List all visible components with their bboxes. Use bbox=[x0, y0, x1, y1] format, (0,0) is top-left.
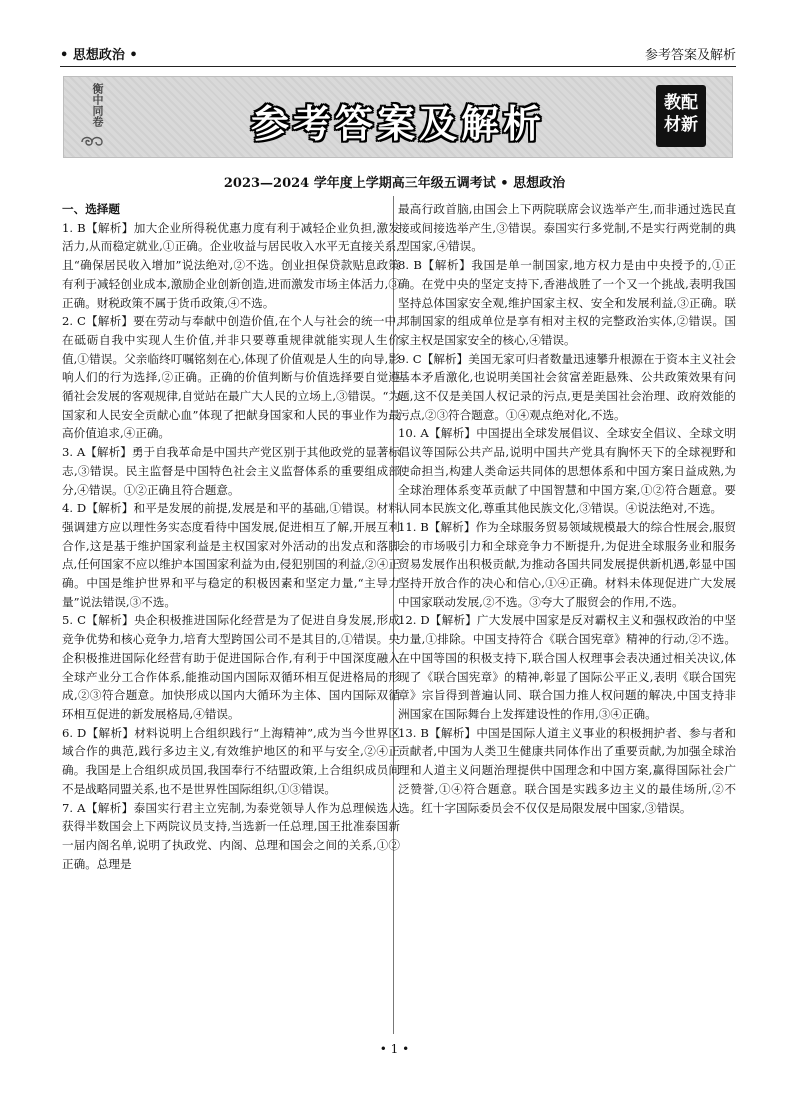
seal-text: 衡中同卷 bbox=[91, 83, 104, 127]
answer-item-continued: 最高行政首脑,由国会上下两院联席会议选举产生,而非通过选民直接或间接选举产生,③错误。泰国实行多党制,不是实行两党制的典型国家,④错误。 bbox=[398, 202, 736, 254]
new-textbook-badge bbox=[656, 85, 706, 147]
answer-item: 8. B【解析】我国是单一制国家,地方权力是由中央授予的,①正确。在党中央的坚定支持下,香港战胜了一个又一个挑战,表明我国坚持总体国家安全观,维护国家主权、安全和发展利益,③正确。联邦制国家的组成单位是享有相对主权的完整政治实体,②错误。国家主权是国家安全的核心,④错误。 bbox=[398, 258, 736, 347]
title-banner bbox=[63, 76, 733, 158]
answer-item: 6. D【解析】材料说明上合组织践行“上海精神”,成为当今世界区域合作的典范,践行多边主义,有效维护地区的和平与安全,②④正确。我国是上合组织成员国,我国奉行不结盟政策,上合组织成员间不是战略同盟关系,也不是世界性国际组织,①③错误。 bbox=[62, 725, 400, 796]
page-number: • 1 • bbox=[379, 1042, 410, 1056]
answer-item: 2. C【解析】要在劳动与奉献中创造价值,在个人与社会的统一中,在砥砺自我中实现人生价值,并非只要尊重规律就能实现人生价值,①错误。父亲临终叮嘱铭刻在心,体现了价值观是人生的向导,影响人们的行为选择,②正确。正确的价值判断与价值选择要自觉遵循社会发展的客观规律,自觉站在最广大人民的立场上,③错误。“为国家和人民安全贡献心血”体现了把献身国家和人民的事业作为最高价值追求,④正确。 bbox=[62, 314, 400, 441]
banner-title: 参考答案及解析 bbox=[250, 102, 545, 146]
badge-line-1: 教配 bbox=[664, 93, 698, 113]
answer-item: 13. B【解析】中国是国际人道主义事业的积极拥护者、参与者和贡献者,中国为人类卫生健康共同体作出了重要贡献,为加强全球治理和人道主义问题治理提供中国理念和中国方案,赢得国际社会广泛赞誉,①④符合题意。联合国是实践多边主义的最佳场所,②不选。红十字国际委员会不仅仅是局限发展中国家,③错误。 bbox=[398, 725, 736, 815]
answer-item: 9. C【解析】美国无家可归者数量迅速攀升根源在于资本主义社会基本矛盾激化,也说明美国社会贫富差距悬殊、公共政策效果有问题,这不仅是美国人权记录的污点,更是美国社会治理、政府效能的污点,②③符合题意。①④观点绝对化,不选。 bbox=[398, 351, 736, 422]
section-label: 参考答案及解析 bbox=[644, 48, 736, 63]
answer-item: 7. A【解析】泰国实行君主立宪制,为泰党领导人作为总理候选人获得半数国会上下两院议员支持,当选新一任总理,国王批准泰国新一届内阁名单,说明了执政党、内阁、总理和国会之间的关系,①②正确。总理是 bbox=[62, 800, 400, 871]
header-rule bbox=[60, 66, 736, 67]
section-heading: 一、选择题 bbox=[62, 202, 120, 216]
answer-item: 11. B【解析】作为全球服务贸易领域规模最大的综合性展会,服贸会的市场吸引力和全球竞争力不断提升,为促进全球服务业和服务贸易发展作出积极贡献,为推动各国共同发展提供新机遇,彰显中国坚持开放合作的决心和信心,①④正确。材料未体现促进广大发展中国家联动发展,②不选。③夸大了服贸会的作用,不选。 bbox=[398, 519, 736, 609]
badge-line-2: 材新 bbox=[664, 115, 698, 135]
subject-label: • 思想政治 • bbox=[60, 48, 138, 63]
answer-item: 1. B【解析】加大企业所得税优惠力度有利于减轻企业负担,激发活力,从而稳定就业,①正确。企业收益与居民收入水平无直接关系,且“确保居民收入增加”说法绝对,②不选。创业担保贷款贴息政策有利于减轻创业成本,激励企业创新创造,进而激发市场主体活力,③正确。财税政策不属于货币政策,④不选。 bbox=[62, 220, 400, 310]
answer-item: 4. D【解析】和平是发展的前提,发展是和平的基础,①错误。材料强调建方应以理性务实态度看待中国发展,促进相互了解,开展互利合作,这是基于维护国家利益是主权国家对外活动的出发点和落脚点,任何国家不应以维护本国国家利益为由,侵犯别国的利益,②④正确。中国是维护世界和平与稳定的积极因素和坚定力量,“主导力量”说法错误,③不选。 bbox=[62, 501, 400, 609]
left-column bbox=[62, 200, 400, 873]
answer-item: 5. C【解析】央企积极推进国际化经营是为了促进自身发展,形成竞争优势和核心竞争力,培育大型跨国公司不是其目的,①错误。央企积极推进国际化经营有助于促进国际合作,有利于中国深度融入全球产业分工合作体系,能推动国内国际双循环相互促进格局的形成,②③符合题意。加快形成以国内大循环为主体、国内国际双循环相互促进的新发展格局,④错误。 bbox=[62, 613, 400, 721]
right-column bbox=[398, 200, 736, 817]
running-header bbox=[60, 42, 736, 64]
exam-title: 2023—2024 学年度上学期高三年级五调考试 • 思想政治 bbox=[223, 176, 566, 191]
answer-item: 3. A【解析】勇于自我革命是中国共产党区别于其他政党的显著标志,③错误。民主监督是中国特色社会主义监督体系的重要组成部分,④错误。①②正确且符合题意。 bbox=[62, 445, 400, 497]
answer-item: 10. A【解析】中国提出全球发展倡议、全球安全倡议、全球文明倡议等国际公共产品,说明中国共产党具有胸怀天下的全球视野和使命担当,构建人类命运共同体的思想体系和中国方案日益成熟,为全球治理体系变革贡献了中国智慧和中国方案,①②符合题意。要认同本民族文化,尊重其他民族文化,③错误。④说法绝对,不选。 bbox=[398, 426, 736, 516]
answer-item: 12. D【解析】广大发展中国家是反对霸权主义和强权政治的中坚力量,①排除。中国支持符合《联合国宪章》精神的行动,②不选。在中国等国的积极支持下,联合国人权理事会表决通过相关决议,体现了《联合国宪章》的精神,彰显了国际公平正义,表明《联合国宪章》宗旨得到普遍认同、联合国力推人权问题的解决,中国支持非洲国家在国际舞台上发挥建设性的作用,③④正确。 bbox=[398, 613, 736, 721]
